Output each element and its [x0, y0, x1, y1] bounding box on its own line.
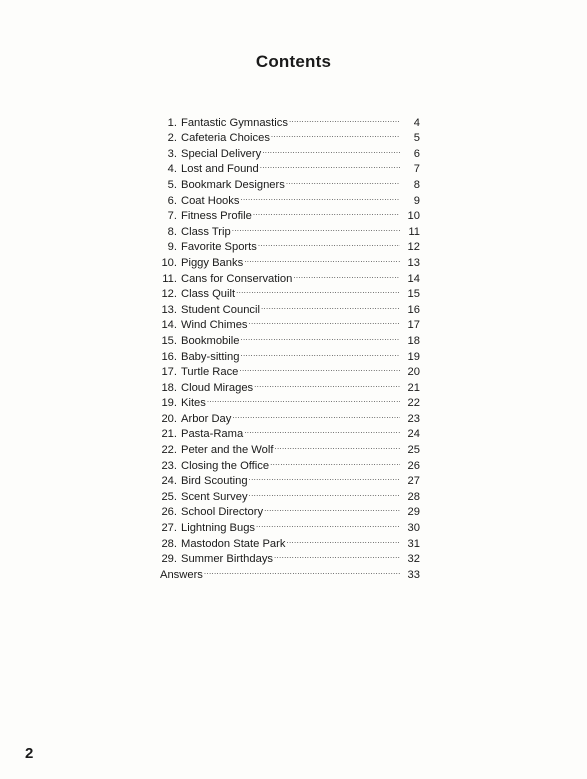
- page-number: 2: [25, 745, 34, 762]
- dot-leader: [271, 126, 400, 142]
- toc-entry-number: 2.: [167, 132, 177, 145]
- toc-entry-title: Closing the Office: [181, 459, 270, 472]
- toc-entry-number: 27.: [161, 522, 177, 535]
- toc-entry-number: 11.: [162, 272, 177, 285]
- toc-entry-page: 9: [413, 194, 420, 207]
- toc-entry-title: Cloud Mirages: [181, 381, 254, 394]
- toc-entry-number: 21.: [161, 428, 177, 441]
- toc-entry-title: Turtle Race: [181, 366, 239, 379]
- toc-entry-title: Bookmark Designers: [181, 178, 285, 191]
- toc-entry-title: Lost and Found: [181, 163, 259, 176]
- dot-leader: [274, 547, 400, 563]
- toc-entry-number: 29.: [161, 553, 177, 566]
- toc-entry-number: 15.: [161, 334, 177, 347]
- toc-entry-page: 22: [407, 397, 420, 410]
- toc-entry-number: 7.: [167, 210, 177, 223]
- toc-entry-number: 26.: [161, 506, 177, 519]
- toc-entry-title: Baby-sitting: [181, 350, 240, 363]
- toc-entry-title: Special Delivery: [181, 147, 262, 160]
- dot-leader: [258, 235, 400, 251]
- toc-entry-number: 12.: [161, 288, 177, 301]
- toc-entry-page: 15: [407, 288, 420, 301]
- toc-entry-page: 19: [407, 350, 420, 363]
- toc-entry-title: Wind Chimes: [181, 319, 248, 332]
- toc-entry-number: 16.: [161, 350, 177, 363]
- toc-entry-page: 11: [408, 225, 420, 238]
- dot-leader: [239, 360, 400, 376]
- toc-entry-page: 7: [413, 163, 420, 176]
- toc-entry-title: Cafeteria Choices: [181, 132, 270, 145]
- toc-entry-number: 22.: [161, 444, 177, 457]
- toc-entry-title: Peter and the Wolf: [181, 444, 274, 457]
- toc-entry-number: 13.: [161, 303, 177, 316]
- dot-leader: [254, 375, 400, 391]
- toc-entry-page: 8: [413, 178, 420, 191]
- toc-entry-page: 20: [407, 366, 420, 379]
- dot-leader: [262, 141, 400, 157]
- toc-entry-title: Class Trip: [181, 225, 231, 238]
- toc-entry-number: 5.: [167, 178, 177, 191]
- toc-entry-number: 20.: [161, 412, 177, 425]
- toc-entry-page: 10: [407, 210, 420, 223]
- toc-entry-title: School Directory: [181, 506, 264, 519]
- toc-entry-number: 24.: [161, 475, 177, 488]
- dot-leader: [249, 469, 400, 485]
- toc-entry-title: Lightning Bugs: [181, 522, 256, 535]
- table-of-contents: [160, 110, 420, 581]
- dot-leader: [261, 297, 400, 313]
- toc-entry-title: Piggy Banks: [181, 256, 244, 269]
- dot-leader: [207, 391, 400, 407]
- toc-entry-title: Mastodon State Park: [181, 537, 286, 550]
- dot-leader: [240, 328, 400, 344]
- dot-leader: [253, 204, 400, 220]
- dot-leader: [244, 422, 400, 438]
- toc-entry-page: 23: [407, 412, 420, 425]
- dot-leader: [289, 110, 400, 126]
- toc-entry-page: 32: [407, 553, 420, 566]
- toc-entry-number: 19.: [161, 397, 177, 410]
- toc-entry-page: 28: [407, 490, 420, 503]
- dot-leader: [236, 282, 400, 298]
- toc-entry-page: 21: [407, 381, 420, 394]
- dot-leader: [244, 250, 400, 266]
- dot-leader: [270, 453, 400, 469]
- dot-leader: [274, 437, 400, 453]
- toc-entry-title: Pasta-Rama: [181, 428, 244, 441]
- toc-entry-number: 8.: [167, 225, 177, 238]
- toc-entry-page: 25: [407, 444, 420, 457]
- toc-entry-number: 10.: [161, 256, 177, 269]
- toc-entry-title: Kites: [181, 397, 206, 410]
- toc-entry-page: 27: [407, 475, 420, 488]
- toc-entry-page: 33: [407, 568, 420, 581]
- toc-entry-page: 12: [407, 241, 420, 254]
- toc-entry-title: Cans for Conservation: [181, 272, 293, 285]
- toc-entry-number: 14.: [161, 319, 177, 332]
- toc-entry-title: Student Council: [181, 303, 260, 316]
- toc-entry-number: 28.: [161, 537, 177, 550]
- toc-entry-title: Favorite Sports: [181, 241, 257, 254]
- toc-entry-page: 16: [407, 303, 420, 316]
- toc-entry-number: 6.: [167, 194, 177, 207]
- dot-leader: [232, 219, 400, 235]
- toc-entry-page: 30: [407, 522, 420, 535]
- toc-entry-title: Bookmobile: [181, 334, 240, 347]
- dot-leader: [204, 562, 400, 578]
- toc-entry-title: Arbor Day: [181, 412, 232, 425]
- toc-entry-page: 17: [407, 319, 420, 332]
- dot-leader: [256, 515, 400, 531]
- toc-entry-page: 29: [407, 506, 420, 519]
- dot-leader: [264, 500, 400, 516]
- toc-entry-title: Answers: [160, 568, 203, 581]
- dot-leader: [286, 531, 400, 547]
- toc-entry-title: Fantastic Gymnastics: [181, 116, 288, 129]
- toc-entry-page: 5: [413, 132, 420, 145]
- dot-leader: [232, 406, 400, 422]
- toc-entry-title: Coat Hooks: [181, 194, 240, 207]
- dot-leader: [293, 266, 400, 282]
- toc-entry-page: 26: [407, 459, 420, 472]
- dot-leader: [240, 188, 400, 204]
- dot-leader: [260, 157, 400, 173]
- dot-leader: [286, 172, 400, 188]
- dot-leader: [249, 313, 400, 329]
- toc-entry-number: 23.: [161, 459, 177, 472]
- toc-entry-page: 31: [407, 537, 420, 550]
- toc-entry-title: Summer Birthdays: [181, 553, 274, 566]
- toc-entry-title: Class Quilt: [181, 288, 236, 301]
- toc-entry-number: 18.: [161, 381, 177, 394]
- toc-entry-page: 24: [407, 428, 420, 441]
- toc-entry-number: 9.: [167, 241, 177, 254]
- toc-entry-number: 17.: [161, 366, 177, 379]
- toc-entry-page: 18: [407, 334, 420, 347]
- page-title: Contents: [255, 52, 332, 71]
- toc-entry: [160, 110, 420, 129]
- dot-leader: [249, 484, 400, 500]
- toc-entry-page: 4: [413, 116, 420, 129]
- toc-entry-title: Bird Scouting: [181, 475, 248, 488]
- toc-entry-page: 14: [407, 272, 420, 285]
- toc-entry-page: 6: [413, 147, 420, 160]
- toc-entry-title: Scent Survey: [181, 490, 248, 503]
- toc-entry-number: 3.: [167, 147, 177, 160]
- toc-entry-number: 4.: [167, 163, 177, 176]
- dot-leader: [240, 344, 400, 360]
- toc-entry-title: Fitness Profile: [181, 210, 252, 223]
- toc-entry-page: 13: [407, 256, 420, 269]
- toc-entry-number: 1.: [167, 116, 177, 129]
- toc-entry-number: 25.: [161, 490, 177, 503]
